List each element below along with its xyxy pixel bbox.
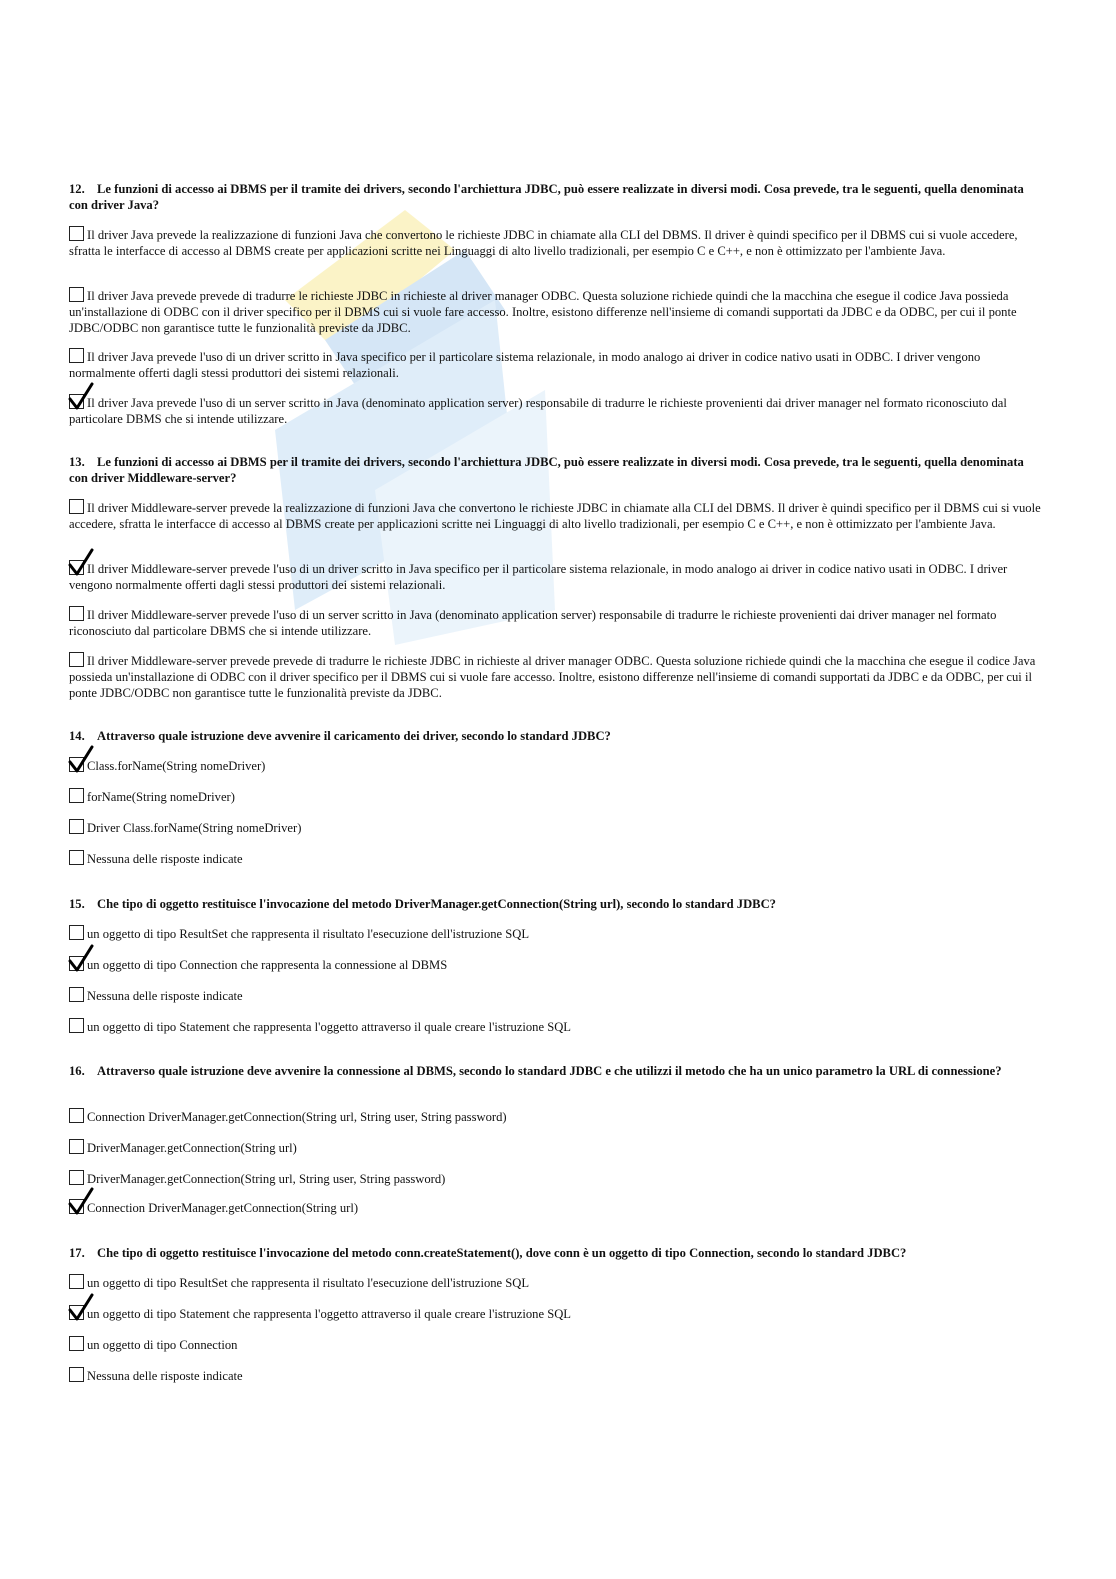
answer-option <box>69 1305 1045 1322</box>
answer-option <box>69 1170 1045 1187</box>
answer-option <box>69 1274 1045 1291</box>
question-12 <box>69 181 1045 213</box>
answer-option <box>69 925 1045 942</box>
answer-checkbox[interactable] <box>69 1018 84 1033</box>
answer-text: Driver Class.forName(String nomeDriver) <box>87 821 302 835</box>
answer-option <box>69 850 1045 867</box>
question-text: Le funzioni di accesso ai DBMS per il tramite dei drivers, secondo l'archiettura JDBC, può essere realizzate in diversi modi. Cosa prevede, tra le seguenti, quella denominata con driver Java? <box>69 182 1024 212</box>
question-number: 13. <box>69 455 85 469</box>
answer-checkbox[interactable] <box>69 652 84 667</box>
answer-checkbox[interactable] <box>69 1170 84 1185</box>
answer-checkbox[interactable] <box>69 1336 84 1351</box>
question-number: 15. <box>69 897 85 911</box>
answer-option <box>69 1199 1045 1216</box>
answer-option <box>69 819 1045 836</box>
answer-checkbox[interactable] <box>69 348 84 363</box>
answer-option <box>69 226 1045 259</box>
answer-text: forName(String nomeDriver) <box>87 790 235 804</box>
answer-option <box>69 1108 1045 1125</box>
question-text: Attraverso quale istruzione deve avvenire la connessione al DBMS, secondo lo standard JDBC e che utilizzi il metodo che ha un unico parametro la URL di connessione? <box>97 1064 1002 1078</box>
answer-checkbox[interactable] <box>69 1139 84 1154</box>
answer-option <box>69 757 1045 774</box>
answer-checkbox-checked[interactable] <box>69 1199 84 1214</box>
question-17 <box>69 1245 1045 1261</box>
answer-checkbox[interactable] <box>69 287 84 302</box>
answer-text: Connection DriverManager.getConnection(String url, String user, String password) <box>87 1110 507 1124</box>
answer-checkbox-checked[interactable] <box>69 757 84 772</box>
answer-checkbox[interactable] <box>69 1108 84 1123</box>
checkmark-icon <box>68 944 94 974</box>
answer-checkbox[interactable] <box>69 606 84 621</box>
question-text: Le funzioni di accesso ai DBMS per il tramite dei drivers, secondo l'archiettura JDBC, può essere realizzate in diversi modi. Cosa prevede, tra le seguenti, quella denominata con driver Middleware-server? <box>69 455 1024 485</box>
answer-checkbox[interactable] <box>69 850 84 865</box>
question-15 <box>69 896 1045 912</box>
answer-text: un oggetto di tipo ResultSet che rappresenta il risultato l'esecuzione dell'istruzione SQL <box>87 927 530 941</box>
checkmark-icon <box>68 745 94 775</box>
answer-text: un oggetto di tipo Connection <box>87 1338 238 1352</box>
answer-checkbox-checked[interactable] <box>69 394 84 409</box>
answer-checkbox[interactable] <box>69 987 84 1002</box>
answer-checkbox-checked[interactable] <box>69 956 84 971</box>
answer-text: DriverManager.getConnection(String url, String user, String password) <box>87 1172 446 1186</box>
answer-option <box>69 1336 1045 1353</box>
question-number: 17. <box>69 1246 85 1260</box>
answer-checkbox[interactable] <box>69 1274 84 1289</box>
question-14 <box>69 728 1045 744</box>
question-text: Che tipo di oggetto restituisce l'invocazione del metodo conn.createStatement(), dove conn è un oggetto di tipo Connection, secondo lo standard JDBC? <box>97 1246 907 1260</box>
answer-option <box>69 560 1045 593</box>
answer-checkbox[interactable] <box>69 499 84 514</box>
answer-text: Il driver Java prevede prevede di tradurre le richieste JDBC in richieste al driver manager ODBC. Questa soluzione richiede quindi che la macchina che esegue il codice Java possieda un'installazione di ODBC con il driver specifico per il DBMS cui si vuole fare accesso. Inoltre, esistono differenze nell'insieme di comandi supportati da JDBC e da ODBC, per cui il ponte JDBC/ODBC non garantisce tutte le funzionalità previste da JDBC. <box>69 289 1017 335</box>
answer-text: Class.forName(String nomeDriver) <box>87 759 266 773</box>
answer-checkbox[interactable] <box>69 788 84 803</box>
answer-text: Il driver Java prevede l'uso di un server scritto in Java (denominato application server) responsabile di tradurre le richieste provenienti dai driver manager nel formato riconosciuto dal particolare DBMS che si intende utilizzare. <box>69 396 1007 426</box>
question-13 <box>69 454 1045 486</box>
answer-text: un oggetto di tipo ResultSet che rappresenta il risultato l'esecuzione dell'istruzione SQL <box>87 1276 530 1290</box>
answer-text: Connection DriverManager.getConnection(String url) <box>87 1201 359 1215</box>
answer-checkbox-checked[interactable] <box>69 560 84 575</box>
answer-text: un oggetto di tipo Statement che rappresenta l'oggetto attraverso il quale creare l'istruzione SQL <box>87 1307 571 1321</box>
answer-checkbox[interactable] <box>69 925 84 940</box>
answer-text: Il driver Java prevede la realizzazione di funzioni Java che convertono le richieste JDBC in chiamate alla CLI del DBMS. Il driver è quindi specifico per il DBMS cui si vuole accedere, sfratta le interfacce di accesso al DBMS create per applicazioni scritte nei Linguaggi di alto livello tradizionali, per esempio C e C++, e non è ottimizzato per l'ambiente Java. <box>69 228 1018 258</box>
question-number: 14. <box>69 729 85 743</box>
answer-option <box>69 394 1045 427</box>
answer-option <box>69 652 1045 701</box>
answer-option <box>69 956 1045 973</box>
answer-option <box>69 1367 1045 1384</box>
answer-option <box>69 1018 1045 1035</box>
answer-option <box>69 287 1045 336</box>
question-number: 16. <box>69 1064 85 1078</box>
answer-option <box>69 348 1045 381</box>
checkmark-icon <box>68 1293 94 1323</box>
answer-option <box>69 499 1045 532</box>
answer-option <box>69 1139 1045 1156</box>
answer-checkbox-checked[interactable] <box>69 1305 84 1320</box>
question-text: Che tipo di oggetto restituisce l'invocazione del metodo DriverManager.getConnection(String url), secondo lo standard JDBC? <box>97 897 776 911</box>
answer-text: un oggetto di tipo Statement che rappresenta l'oggetto attraverso il quale creare l'istruzione SQL <box>87 1020 571 1034</box>
answer-text: Il driver Middleware-server prevede l'uso di un server scritto in Java (denominato application server) responsabile di tradurre le richieste provenienti dai driver manager nel formato riconosciuto dal particolare DBMS che si intende utilizzare. <box>69 608 997 638</box>
answer-text: Nessuna delle risposte indicate <box>87 852 243 866</box>
answer-option <box>69 987 1045 1004</box>
answer-option <box>69 606 1045 639</box>
answer-text: un oggetto di tipo Connection che rappresenta la connessione al DBMS <box>87 958 448 972</box>
answer-text: DriverManager.getConnection(String url) <box>87 1141 297 1155</box>
answer-text: Nessuna delle risposte indicate <box>87 1369 243 1383</box>
answer-text: Il driver Middleware-server prevede l'uso di un driver scritto in Java specifico per il particolare sistema relazionale, in modo analogo ai driver in codice nativo usati in ODBC. I driver vengono normalmente offerti dagli stessi produttori dei sistemi relazionali. <box>69 562 1008 592</box>
question-16 <box>69 1063 1045 1079</box>
answer-checkbox[interactable] <box>69 226 84 241</box>
checkmark-icon <box>68 548 94 578</box>
answer-option <box>69 788 1045 805</box>
answer-text: Il driver Java prevede l'uso di un driver scritto in Java specifico per il particolare sistema relazionale, in modo analogo ai driver in codice nativo usati in ODBC. I driver vengono normalmente offerti dagli stessi produttori dei sistemi relazionali. <box>69 350 981 380</box>
checkmark-icon <box>68 1187 94 1217</box>
answer-text: Il driver Middleware-server prevede prevede di tradurre le richieste JDBC in richieste al driver manager ODBC. Questa soluzione richiede quindi che la macchina che esegue il codice Java possieda un'installazione di ODBC con il driver specifico per il DBMS cui si vuole fare accesso. Inoltre, esistono differenze nell'insieme di comandi supportati da JDBC e da ODBC, per cui il ponte JDBC/ODBC non garantisce tutte le funzionalità previste da JDBC. <box>69 654 1036 700</box>
answer-checkbox[interactable] <box>69 1367 84 1382</box>
answer-text: Nessuna delle risposte indicate <box>87 989 243 1003</box>
question-number: 12. <box>69 182 85 196</box>
question-text: Attraverso quale istruzione deve avvenire il caricamento dei driver, secondo lo standard JDBC? <box>97 729 611 743</box>
answer-checkbox[interactable] <box>69 819 84 834</box>
checkmark-icon <box>68 382 94 412</box>
answer-text: Il driver Middleware-server prevede la realizzazione di funzioni Java che convertono le richieste JDBC in chiamate alla CLI del DBMS. Il driver è quindi specifico per il DBMS cui si vuole accedere, sfratta le interfacce di accesso al DBMS create per applicazioni scritte nei Linguaggi di alto livello tradizionali, per esempio C e C++, e non è ottimizzato per l'ambiente Java. <box>69 501 1041 531</box>
